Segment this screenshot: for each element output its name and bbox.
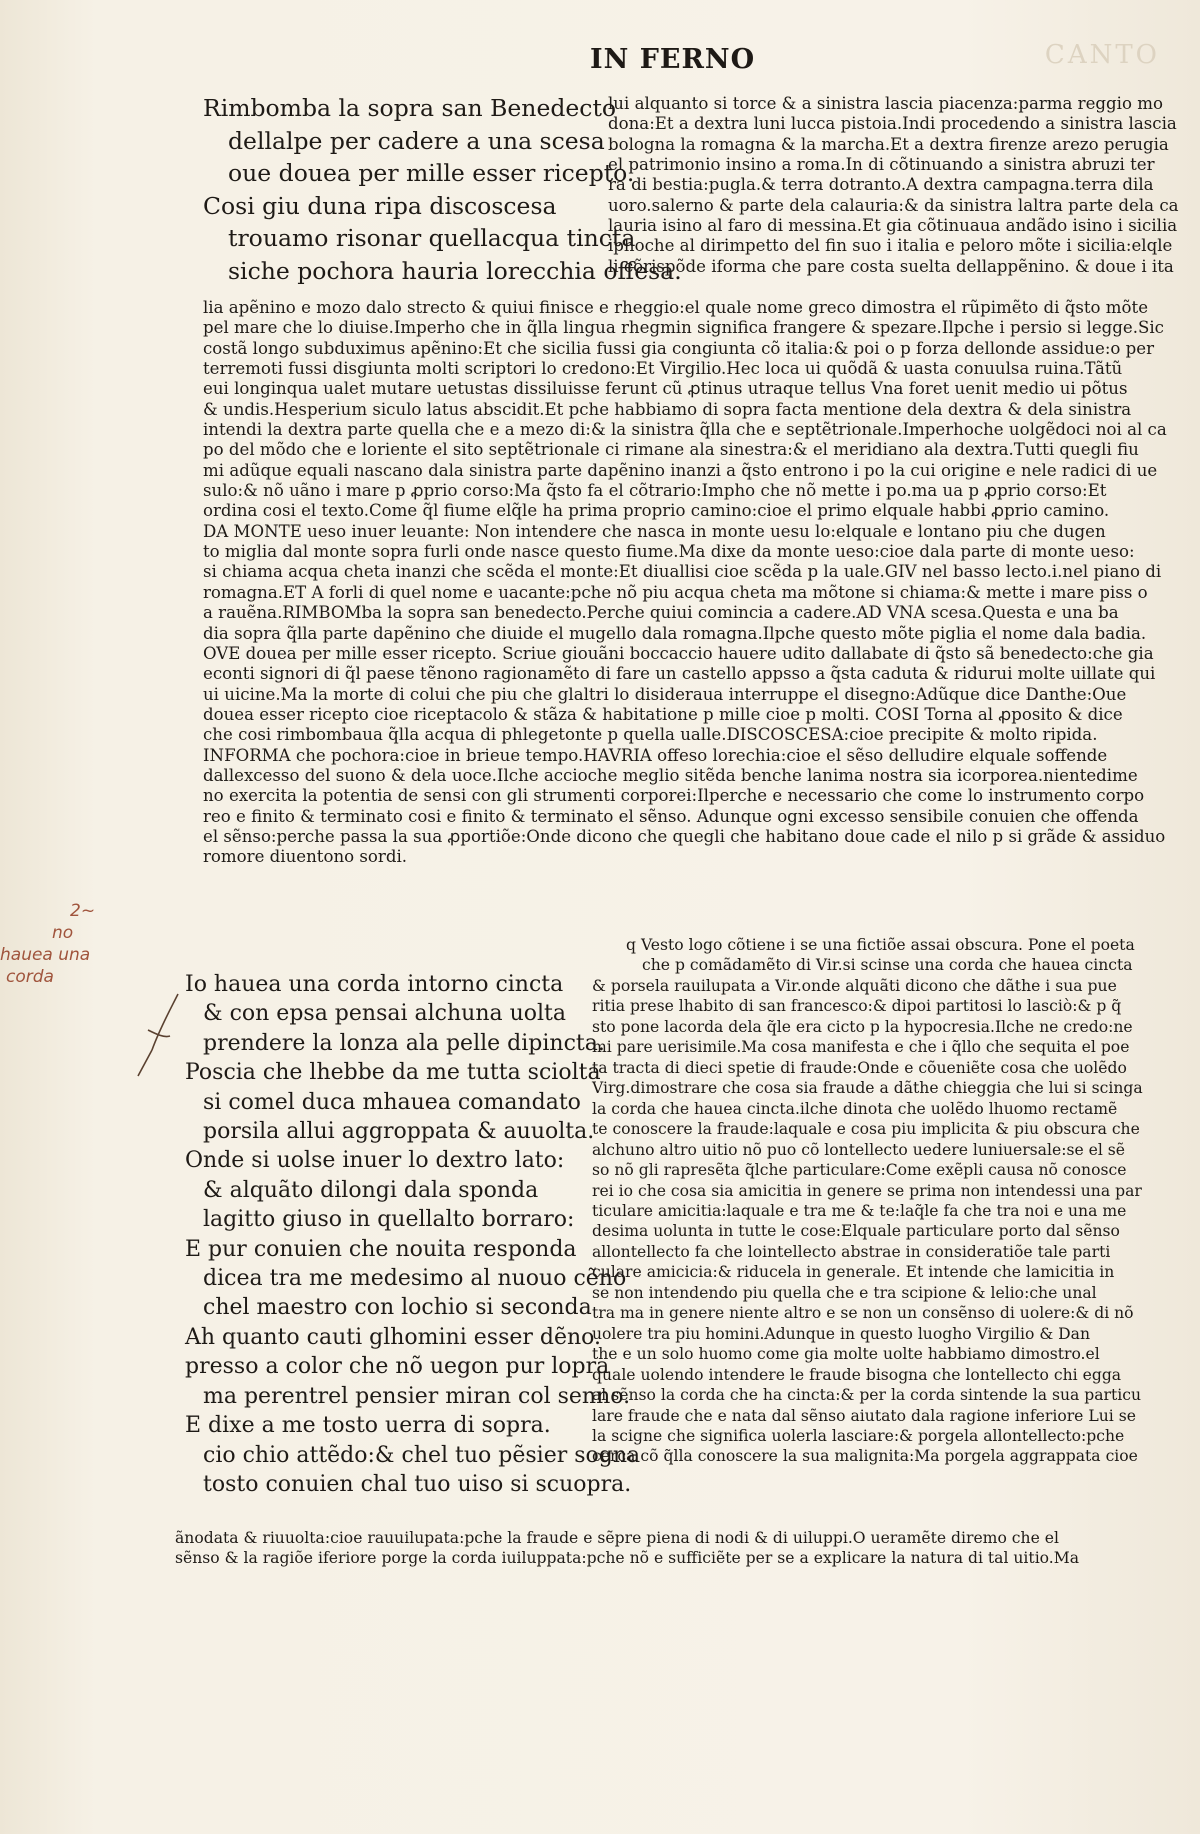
- verse-line: Onde si uolse inuer lo dextro lato:: [185, 1148, 565, 1174]
- verse-line: & alquãto dilongi dala sponda: [203, 1177, 539, 1203]
- marginalia-line: no: [52, 923, 74, 943]
- commentary-line: OVE douea per mille esser ricepto. Scriue giouãni boccaccio hauere udito dallabate di q̃sto sã benedecto:che gia: [203, 643, 1154, 663]
- commentary-line: a rauẽna.RIMBOMba la sopra san benedecto.Perche quiui comincia a cadere.AD VNA scesa.Questa e una ba: [203, 603, 1119, 623]
- verse-line: presso a color che nõ uegon pur lopra: [185, 1354, 610, 1380]
- commentary-line: el sẽnso:perche passa la sua ꝓportiõe:Onde dicono che quegli che habitano doue cade el nilo p si grãde & assiduo: [203, 826, 1166, 846]
- verse-top-block: [203, 92, 682, 287]
- marginal-pen-stroke: [130, 990, 190, 1080]
- commentary-line: the e un solo huomo come gia molte uolte habbiamo dimostro.el: [592, 1345, 1100, 1364]
- commentary-line: dallexcesso del suono & dela uoce.Ilche accioche meglio sitẽda benche lanima nostra sia icorporea.nientedime: [203, 765, 1138, 785]
- commentary-line: sẽnso & la ragiõe iferiore porge la corda iuiluppata:pche nõ e sufficiẽte per se a explicare la natura di tal uitio.Ma: [175, 1549, 1080, 1568]
- marginalia-line: hauea una: [0, 945, 91, 965]
- commentary-line: econti signori di q̃l paese tẽnono ragionamẽto di fare un castello appsso a q̃sta caduta & ridurui molte uillate qui: [203, 664, 1156, 684]
- verse-line: oue douea per mille esser ricepto.: [228, 159, 635, 187]
- verse-bottom-block: [185, 970, 641, 1499]
- commentary-line: ritia prese lhabito di san francesco:& dipoi partitosi lo lasciò:& p q̃: [592, 997, 1122, 1016]
- commentary-line: che p comãdamẽto di Vir.si scinse una corda che hauea cincta: [642, 956, 1133, 975]
- commentary-line: q Vesto logo cõtiene i se una fictiõe assai obscura. Pone el poeta: [626, 936, 1135, 954]
- verse-line: porsila allui aggroppata & auuolta.: [203, 1119, 595, 1145]
- commentary-line: ta tracta di dieci spetie di fraude:Onde e cõueniẽte cosa che uolẽdo: [592, 1058, 1127, 1077]
- commentary-line: ordina cosi el texto.Come q̃l fiume elq̃le ha prima proprio camino:cioe el primo elquale habbi ꝓprio camino.: [203, 501, 1110, 521]
- commentary-line: alchuno altro uitio nõ puo cõ lontellecto uedere luniuersale:se el sẽ: [592, 1140, 1126, 1159]
- commentary-line: romore diuentono sordi.: [203, 847, 408, 867]
- commentary-line: mi pare uerisimile.Ma cosa manifesta e che i q̃llo che sequita el poe: [592, 1038, 1130, 1057]
- commentary-line: dona:Et a dextra luni lucca pistoia.Indi procedendo a sinistra lascia: [608, 114, 1177, 134]
- verse-line: dellalpe per cadere a una scesa: [228, 126, 605, 155]
- commentary-q-intro: [608, 935, 1186, 976]
- verse-line: dicea tra me medesimo al nuouo cẽno: [203, 1266, 627, 1292]
- commentary-line: po del mõdo che e loriente el sito septẽtrionale ci rimane ala sinestra:& el meridiano ala dextra.Tutti quegli fiu: [203, 440, 1139, 460]
- commentary-line: pel mare che lo diuise.Imperho che in q̃lla lingua rhegmin significa frangere & spezare.Ilpche i persio si legge.Sic: [203, 318, 1164, 338]
- commentary-line: li cõrispõde iforma che pare costa suelta dellappẽnino. & doue i ita: [608, 256, 1174, 276]
- commentary-line: & undis.Hesperium siculo latus abscidit.Et pche habbiamo di sopra facta mentione dela dextra & dela sinistra: [203, 399, 1132, 419]
- commentary-line: el patrimonio insino a roma.In di cõtinuando a sinistra abruzi ter: [608, 155, 1155, 175]
- verse-line: E dixe a me tosto uerra di sopra.: [185, 1413, 551, 1439]
- commentary-line: tra ma in genere niente altro e se non un consẽnso di uolere:& di nõ: [592, 1304, 1134, 1323]
- verse-line: Io hauea una corda intorno cincta: [185, 972, 564, 997]
- commentary-line: no exercita la potentia de sensi con gli strumenti corporei:Ilperche e necessario che come lo instrumento corpo: [203, 786, 1145, 806]
- commentary-line: desima uolunta in tutte le cose:Elquale particulare porto dal sẽnso: [592, 1222, 1120, 1241]
- commentary-line: ticulare amicitia:laquale e tra me & te:laq̃le fa che tra noi e una me: [592, 1201, 1127, 1220]
- commentary-line: ãnodata & riuuolta:cioe rauuilupata:pche la fraude e sẽpre piena di nodi & di uiluppi.O ueramẽte diremo che el: [175, 1529, 1059, 1547]
- commentary-top-right: [608, 94, 1186, 277]
- commentary-line: la scigne che significa uolerla lasciare:& porgela allontellecto:pche: [592, 1426, 1125, 1445]
- commentary-line: lui alquanto si torce & a sinistra lascia piacenza:parma reggio mo: [608, 94, 1163, 113]
- commentary-line: lia apẽnino e mozo dalo strecto & quiui finisce e rheggio:el quale nome greco dimostra el rũpimẽto di q̃sto mõte: [203, 298, 1149, 317]
- commentary-line: so nõ gli rapresẽta q̃lche particulare:Come exẽpli causa nõ conosce: [592, 1161, 1127, 1180]
- commentary-line: intendi la dextra parte quella che e a mezo di:& la sinistra q̃lla che e septẽtrionale.Imperhoche uolgẽdoci noi al ca: [203, 420, 1167, 440]
- commentary-line: cerca cõ q̃lla conoscere la sua malignita:Ma porgela aggrappata cioe: [592, 1447, 1138, 1466]
- verse-line: ma perentrel pensier miran col senno.: [203, 1383, 631, 1409]
- commentary-line: uoro.salerno & parte dela calauria:& da sinistra laltra parte dela ca: [608, 195, 1179, 215]
- verse-line: si comel duca mhauea comandato: [203, 1089, 581, 1115]
- commentary-line: si chiama acqua cheta inanzi che scẽda el monte:Et diuallisi cioe scẽda p la uale.GIV nel basso lecto.i.nel piano di: [203, 562, 1162, 582]
- commentary-line: eui longinqua ualet mutare uetustas dissiluisse ferunt cũ ꝓtinus utraque tellus Vna foret uenit medio ui põtus: [203, 379, 1128, 399]
- verse-line: cio chio attẽdo:& chel tuo pẽsier sogna: [203, 1442, 641, 1468]
- commentary-line: ui uicine.Ma la morte di colui che piu che glaltri lo disideraua interruppe el disegno:Adũque dice Danthe:Oue: [203, 684, 1127, 704]
- verse-line: Ah quanto cauti glhomini esser dẽno.: [185, 1324, 602, 1350]
- running-title: IN FERNO: [590, 44, 756, 75]
- commentary-line: & porsela rauilupata a Vir.onde alquãti dicono che dãthe i sua pue: [592, 977, 1117, 995]
- commentary-line: se non intendendo piu quella che e tra scipione & lelio:che unal: [592, 1283, 1097, 1302]
- commentary-line: te conoscere la fraude:laquale e cosa piu implicita & piu obscura che: [592, 1120, 1140, 1139]
- commentary-line: dia sopra q̃lla parte dapẽnino che diuide el mugello dala romagna.Ilpche questo mõte piglia el nome dala badia.: [203, 623, 1147, 643]
- commentary-line: iphoche al dirimpetto del fin suo i italia e peloro mõte i sicilia:elqle: [608, 236, 1173, 256]
- commentary-line: mi adũque equali nascano dala sinistra parte dapẽnino inanzi a q̃sto entrono i po la cui origine e nele radici di ue: [203, 460, 1158, 480]
- commentary-bottom-full: [175, 1528, 1186, 1569]
- marginalia-line: corda: [6, 967, 54, 987]
- commentary-line: culare amicicia:& riducela in generale. Et intende che lamicitia in: [592, 1263, 1115, 1282]
- verse-line: Rimbomba la sopra san Benedecto: [203, 94, 617, 122]
- verse-line: & con epsa pensai alchuna uolta: [203, 1001, 567, 1027]
- marginalia-line: 2~: [70, 901, 96, 921]
- commentary-line: sulo:& nõ uãno i mare p ꝓprio corso:Ma q̃sto fa el cõtrario:Impho che nõ mette i po.ma ua p ꝓprio corso:Et: [203, 481, 1107, 501]
- verse-line: chel maestro con lochio si seconda: [203, 1295, 592, 1321]
- commentary-line: DA MONTE ueso inuer leuante: Non intendere che nasca in monte uesu lo:elquale e lontano piu che dugen: [203, 521, 1106, 541]
- bleed-through-text: CANTO: [1044, 40, 1160, 70]
- commentary-line: che cosi rimbombaua q̃lla acqua di phlegetonte p quella ualle.DISCOSCESA:cioe precipite & molto ripida.: [203, 725, 1098, 745]
- commentary-line: bologna la romagna & la marcha.Et a dextra firenze arezo perugia: [608, 134, 1169, 154]
- verse-line: Poscia che lhebbe da me tutta sciolta: [185, 1060, 601, 1086]
- handwritten-marginalia: [0, 900, 175, 988]
- commentary-line: ra di bestia:pugla.& terra dotranto.A dextra campagna.terra dila: [608, 175, 1154, 195]
- commentary-line: romagna.ET A forli di quel nome e uacante:pche nõ piu acqua cheta ma mõtone si chiama:& mette i mare piss o: [203, 582, 1148, 602]
- commentary-bottom-right: [592, 976, 1186, 1467]
- commentary-line: reo e finito & terminato cosi e finito & terminato el sẽnso. Adunque ogni excesso sensibile conuien che offenda: [203, 806, 1139, 826]
- verse-line: prendere la lonza ala pelle dipincta.: [203, 1030, 605, 1056]
- verse-line: tosto conuien chal tuo uiso si scuopra.: [203, 1471, 632, 1497]
- commentary-line: terremoti fussi disgiunta molti scriptori lo credono:Et Virgilio.Hec loca ui quõdã & uasta conuulsa ruina.Tãtũ: [203, 359, 1123, 379]
- commentary-line: allontellecto fa che lointellecto abstrae in consideratiõe tale parti: [592, 1242, 1111, 1261]
- commentary-line: quale uolendo intendere le fraude bisogna che lontellecto chi egga: [592, 1365, 1122, 1384]
- verse-line: siche pochora hauria lorecchia offesa.: [228, 256, 682, 285]
- commentary-full-width: [203, 298, 1186, 868]
- commentary-line: Virg.dimostrare che cosa sia fraude a dãthe chieggia che lui si scinga: [592, 1079, 1143, 1098]
- commentary-line: costã longo subduximus apẽnino:Et che sicilia fussi gia congiunta cõ italia:& poi o p forza dellonde assidue:o per: [203, 338, 1155, 358]
- commentary-line: INFORMA che pochora:cioe in brieue tempo.HAVRIA offeso lorechia:cioe el sẽso delludire elquale soffende: [203, 745, 1108, 765]
- commentary-line: lauria isino al faro di messina.Et gia cõtinuaua andãdo isino i sicilia: [608, 216, 1178, 236]
- commentary-line: rei io che cosa sia amicitia in genere se prima non intendessi una par: [592, 1181, 1142, 1200]
- commentary-line: to miglia dal monte sopra furli onde nasce questo fiume.Ma dixe da monte ueso:cioe dala parte di monte ueso:: [203, 542, 1135, 562]
- verse-line: trouamo risonar quellacqua tincta: [228, 224, 636, 252]
- commentary-line: douea esser ricepto cioe riceptacolo & stãza & habitatione p mille cioe p molti. COSI Torna al ꝓposito & dice: [203, 704, 1123, 724]
- verse-line: E pur conuien che nouita responda: [185, 1236, 577, 1262]
- commentary-line: uolere tra piu homini.Adunque in questo luogho Virgilio & Dan: [592, 1324, 1091, 1343]
- commentary-line: la corda che hauea cincta.ilche dinota che uolẽdo lhuomo rectamẽ: [592, 1099, 1118, 1118]
- commentary-line: al sẽnso la corda che ha cincta:& per la corda sintende la sua particu: [592, 1386, 1142, 1405]
- verse-line: lagitto giuso in quellalto borraro:: [203, 1207, 575, 1233]
- verse-line: Cosi giu duna ripa discoscesa: [203, 191, 557, 220]
- commentary-line: sto pone lacorda dela q̃le era cicto p la hypocresia.Ilche ne credo:ne: [592, 1017, 1133, 1036]
- commentary-line: lare fraude che e nata dal sẽnso aiutato dala ragione inferiore Lui se: [592, 1406, 1136, 1425]
